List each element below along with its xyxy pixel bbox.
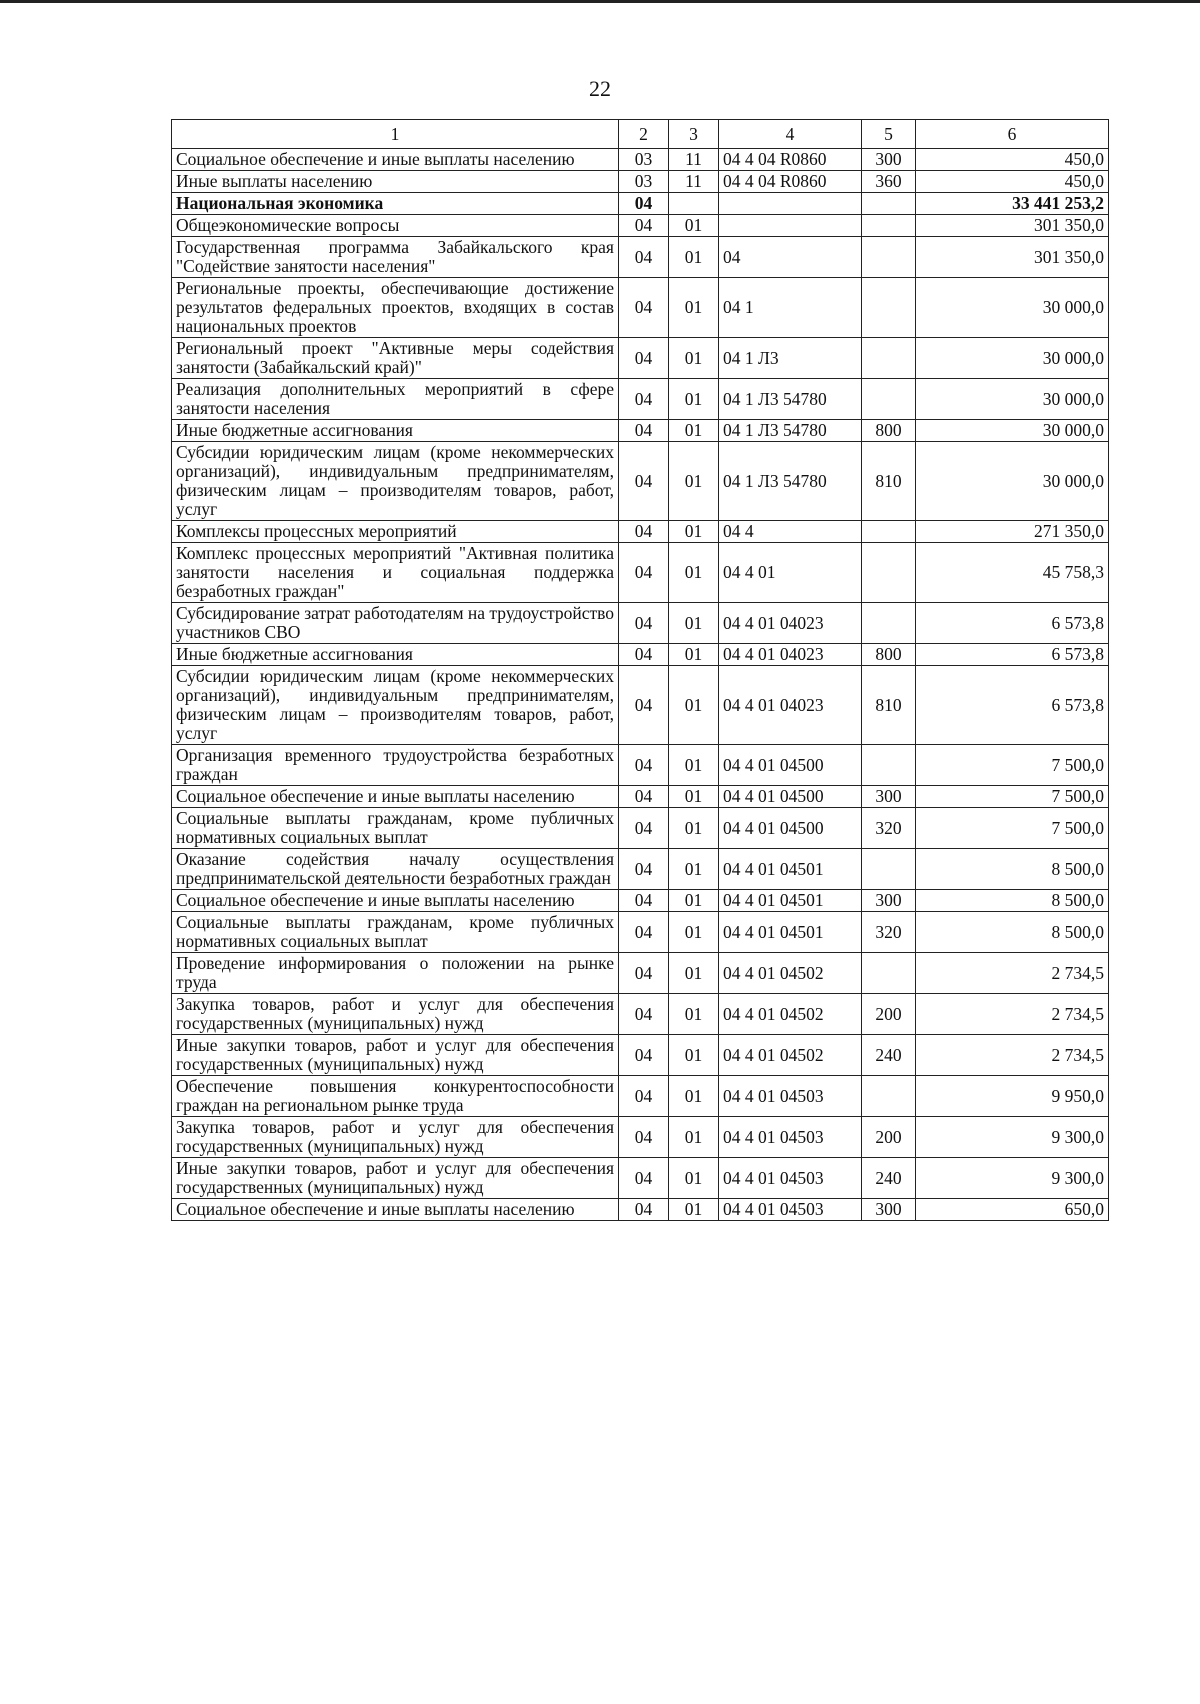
row-expense-type-cell: 240 <box>862 1035 916 1076</box>
row-subsection-cell: 01 <box>669 666 719 745</box>
row-target-article-cell: 04 4 01 04023 <box>719 666 862 745</box>
row-target-article-cell <box>719 193 862 215</box>
row-target-article-cell: 04 4 04 R0860 <box>719 171 862 193</box>
row-amount-cell: 9 950,0 <box>916 1076 1109 1117</box>
row-name-cell: Закупка товаров, работ и услуг для обеспечения государственных (муниципальных) нужд <box>172 994 619 1035</box>
row-name-cell: Субсидии юридическим лицам (кроме некоммерческих организаций), индивидуальным предпринимателям, физическим лицам – производителям товаров, работ, услуг <box>172 666 619 745</box>
row-section-cell: 04 <box>619 193 669 215</box>
row-expense-type-cell <box>862 745 916 786</box>
row-subsection-cell: 01 <box>669 912 719 953</box>
row-name-cell: Социальные выплаты гражданам, кроме публичных нормативных социальных выплат <box>172 808 619 849</box>
table-row <box>172 171 1109 193</box>
row-amount-cell: 450,0 <box>916 149 1109 171</box>
table-body <box>172 149 1109 1221</box>
row-amount-cell: 2 734,5 <box>916 994 1109 1035</box>
row-amount-cell: 6 573,8 <box>916 644 1109 666</box>
row-section-cell: 04 <box>619 1035 669 1076</box>
row-amount-cell: 650,0 <box>916 1199 1109 1221</box>
table-row <box>172 1158 1109 1199</box>
row-subsection-cell: 01 <box>669 603 719 644</box>
row-name-cell: Закупка товаров, работ и услуг для обеспечения государственных (муниципальных) нужд <box>172 1117 619 1158</box>
row-subsection-cell: 01 <box>669 521 719 543</box>
row-target-article-cell: 04 1 Л3 54780 <box>719 442 862 521</box>
row-subsection-cell: 01 <box>669 1035 719 1076</box>
row-expense-type-cell <box>862 603 916 644</box>
row-target-article-cell: 04 4 01 04023 <box>719 644 862 666</box>
row-expense-type-cell <box>862 521 916 543</box>
row-name-cell: Иные бюджетные ассигнования <box>172 644 619 666</box>
row-target-article-cell: 04 4 01 04500 <box>719 808 862 849</box>
row-expense-type-cell <box>862 953 916 994</box>
row-amount-cell: 7 500,0 <box>916 745 1109 786</box>
row-section-cell: 04 <box>619 237 669 278</box>
row-name-cell: Социальное обеспечение и иные выплаты населению <box>172 890 619 912</box>
row-expense-type-cell: 240 <box>862 1158 916 1199</box>
row-name-cell: Иные выплаты населению <box>172 171 619 193</box>
row-name-cell: Оказание содействия началу осуществления предпринимательской деятельности безработных граждан <box>172 849 619 890</box>
row-section-cell: 04 <box>619 442 669 521</box>
row-name-cell: Социальное обеспечение и иные выплаты населению <box>172 149 619 171</box>
row-expense-type-cell: 810 <box>862 666 916 745</box>
row-amount-cell: 450,0 <box>916 171 1109 193</box>
row-expense-type-cell: 200 <box>862 994 916 1035</box>
header-col-3: 3 <box>669 120 719 149</box>
table-row <box>172 543 1109 603</box>
row-amount-cell: 7 500,0 <box>916 808 1109 849</box>
row-section-cell: 04 <box>619 912 669 953</box>
row-expense-type-cell: 320 <box>862 912 916 953</box>
row-subsection-cell: 01 <box>669 1199 719 1221</box>
row-amount-cell: 45 758,3 <box>916 543 1109 603</box>
row-expense-type-cell <box>862 379 916 420</box>
row-section-cell: 04 <box>619 644 669 666</box>
row-amount-cell: 7 500,0 <box>916 786 1109 808</box>
table-row <box>172 666 1109 745</box>
row-name-cell: Субсидирование затрат работодателям на трудоустройство участников СВО <box>172 603 619 644</box>
row-section-cell: 04 <box>619 1199 669 1221</box>
row-amount-cell: 8 500,0 <box>916 890 1109 912</box>
row-amount-cell: 30 000,0 <box>916 278 1109 338</box>
row-target-article-cell: 04 4 01 04501 <box>719 849 862 890</box>
row-subsection-cell: 01 <box>669 644 719 666</box>
row-target-article-cell: 04 4 01 04502 <box>719 953 862 994</box>
row-expense-type-cell: 810 <box>862 442 916 521</box>
row-subsection-cell: 01 <box>669 379 719 420</box>
row-subsection-cell: 01 <box>669 215 719 237</box>
row-target-article-cell: 04 4 01 04501 <box>719 890 862 912</box>
row-target-article-cell: 04 4 04 R0860 <box>719 149 862 171</box>
row-subsection-cell: 01 <box>669 1158 719 1199</box>
row-subsection-cell: 01 <box>669 278 719 338</box>
row-name-cell: Социальное обеспечение и иные выплаты населению <box>172 1199 619 1221</box>
row-subsection-cell: 01 <box>669 420 719 442</box>
row-expense-type-cell <box>862 237 916 278</box>
row-target-article-cell: 04 4 01 04502 <box>719 994 862 1035</box>
row-target-article-cell: 04 4 01 04503 <box>719 1158 862 1199</box>
row-expense-type-cell: 800 <box>862 420 916 442</box>
row-target-article-cell: 04 4 01 <box>719 543 862 603</box>
row-target-article-cell <box>719 215 862 237</box>
row-amount-cell: 2 734,5 <box>916 1035 1109 1076</box>
header-col-6: 6 <box>916 120 1109 149</box>
row-amount-cell: 2 734,5 <box>916 953 1109 994</box>
row-name-cell: Организация временного трудоустройства безработных граждан <box>172 745 619 786</box>
row-target-article-cell: 04 4 <box>719 521 862 543</box>
table-row <box>172 745 1109 786</box>
row-amount-cell: 8 500,0 <box>916 912 1109 953</box>
row-subsection-cell: 01 <box>669 890 719 912</box>
row-section-cell: 04 <box>619 603 669 644</box>
header-row <box>172 120 1109 149</box>
row-section-cell: 04 <box>619 890 669 912</box>
row-amount-cell: 271 350,0 <box>916 521 1109 543</box>
row-subsection-cell: 01 <box>669 338 719 379</box>
row-section-cell: 04 <box>619 953 669 994</box>
row-name-cell: Национальная экономика <box>172 193 619 215</box>
row-subsection-cell: 01 <box>669 1117 719 1158</box>
row-name-cell: Комплекс процессных мероприятий "Активная политика занятости населения и социальная поддержка безработных граждан" <box>172 543 619 603</box>
row-section-cell: 03 <box>619 171 669 193</box>
row-amount-cell: 6 573,8 <box>916 666 1109 745</box>
row-target-article-cell: 04 1 Л3 54780 <box>719 420 862 442</box>
row-name-cell: Региональные проекты, обеспечивающие достижение результатов федеральных проектов, входящих в состав национальных проектов <box>172 278 619 338</box>
row-expense-type-cell <box>862 215 916 237</box>
row-expense-type-cell: 200 <box>862 1117 916 1158</box>
row-section-cell: 04 <box>619 994 669 1035</box>
row-target-article-cell: 04 4 01 04503 <box>719 1076 862 1117</box>
row-expense-type-cell: 300 <box>862 890 916 912</box>
row-subsection-cell: 01 <box>669 994 719 1035</box>
header-col-1: 1 <box>172 120 619 149</box>
row-expense-type-cell <box>862 193 916 215</box>
row-name-cell: Государственная программа Забайкальского края "Содействие занятости населения" <box>172 237 619 278</box>
header-col-5: 5 <box>862 120 916 149</box>
row-amount-cell: 30 000,0 <box>916 338 1109 379</box>
header-col-4: 4 <box>719 120 862 149</box>
table-row <box>172 1035 1109 1076</box>
row-name-cell: Региональный проект "Активные меры содействия занятости (Забайкальский край)" <box>172 338 619 379</box>
row-name-cell: Комплексы процессных мероприятий <box>172 521 619 543</box>
row-amount-cell: 301 350,0 <box>916 215 1109 237</box>
row-name-cell: Проведение информирования о положении на рынке труда <box>172 953 619 994</box>
row-name-cell: Иные закупки товаров, работ и услуг для обеспечения государственных (муниципальных) нужд <box>172 1035 619 1076</box>
row-target-article-cell: 04 4 01 04500 <box>719 745 862 786</box>
row-subsection-cell: 01 <box>669 442 719 521</box>
budget-table <box>171 119 1109 1221</box>
table-row <box>172 890 1109 912</box>
row-target-article-cell: 04 4 01 04503 <box>719 1117 862 1158</box>
row-amount-cell: 33 441 253,2 <box>916 193 1109 215</box>
row-section-cell: 04 <box>619 786 669 808</box>
table-row <box>172 420 1109 442</box>
row-subsection-cell: 01 <box>669 808 719 849</box>
row-expense-type-cell: 800 <box>862 644 916 666</box>
table-row <box>172 644 1109 666</box>
row-section-cell: 04 <box>619 521 669 543</box>
table-row <box>172 215 1109 237</box>
row-subsection-cell: 01 <box>669 1076 719 1117</box>
row-name-cell: Обеспечение повышения конкурентоспособности граждан на региональном рынке труда <box>172 1076 619 1117</box>
row-target-article-cell: 04 1 Л3 <box>719 338 862 379</box>
table-row <box>172 237 1109 278</box>
row-expense-type-cell: 300 <box>862 149 916 171</box>
row-expense-type-cell: 300 <box>862 1199 916 1221</box>
row-expense-type-cell: 300 <box>862 786 916 808</box>
row-section-cell: 04 <box>619 379 669 420</box>
row-target-article-cell: 04 1 <box>719 278 862 338</box>
row-subsection-cell: 01 <box>669 849 719 890</box>
row-section-cell: 04 <box>619 666 669 745</box>
row-target-article-cell: 04 4 01 04502 <box>719 1035 862 1076</box>
row-target-article-cell: 04 4 01 04023 <box>719 603 862 644</box>
row-expense-type-cell <box>862 1076 916 1117</box>
table-row <box>172 953 1109 994</box>
table-row <box>172 849 1109 890</box>
table-row <box>172 149 1109 171</box>
row-name-cell: Иные бюджетные ассигнования <box>172 420 619 442</box>
table-row <box>172 193 1109 215</box>
table-row <box>172 808 1109 849</box>
row-target-article-cell: 04 4 01 04501 <box>719 912 862 953</box>
row-amount-cell: 9 300,0 <box>916 1117 1109 1158</box>
row-subsection-cell: 01 <box>669 786 719 808</box>
row-subsection-cell: 01 <box>669 543 719 603</box>
table-row <box>172 338 1109 379</box>
table-row <box>172 379 1109 420</box>
table-row <box>172 603 1109 644</box>
row-section-cell: 04 <box>619 543 669 603</box>
row-name-cell: Социальное обеспечение и иные выплаты населению <box>172 786 619 808</box>
table-row <box>172 786 1109 808</box>
table-row <box>172 1199 1109 1221</box>
row-expense-type-cell <box>862 543 916 603</box>
row-subsection-cell <box>669 193 719 215</box>
row-subsection-cell: 01 <box>669 237 719 278</box>
row-section-cell: 03 <box>619 149 669 171</box>
row-section-cell: 04 <box>619 1117 669 1158</box>
row-section-cell: 04 <box>619 808 669 849</box>
row-expense-type-cell: 320 <box>862 808 916 849</box>
row-subsection-cell: 01 <box>669 953 719 994</box>
row-section-cell: 04 <box>619 215 669 237</box>
row-amount-cell: 9 300,0 <box>916 1158 1109 1199</box>
row-expense-type-cell <box>862 278 916 338</box>
row-subsection-cell: 11 <box>669 171 719 193</box>
row-amount-cell: 8 500,0 <box>916 849 1109 890</box>
row-target-article-cell: 04 <box>719 237 862 278</box>
top-rule <box>0 0 1200 3</box>
table-row <box>172 521 1109 543</box>
row-subsection-cell: 11 <box>669 149 719 171</box>
row-expense-type-cell <box>862 338 916 379</box>
row-amount-cell: 30 000,0 <box>916 420 1109 442</box>
row-section-cell: 04 <box>619 420 669 442</box>
table-row <box>172 912 1109 953</box>
table-row <box>172 278 1109 338</box>
row-expense-type-cell <box>862 849 916 890</box>
table-row <box>172 994 1109 1035</box>
row-name-cell: Общеэкономические вопросы <box>172 215 619 237</box>
row-amount-cell: 30 000,0 <box>916 442 1109 521</box>
table-row <box>172 1076 1109 1117</box>
row-name-cell: Социальные выплаты гражданам, кроме публичных нормативных социальных выплат <box>172 912 619 953</box>
row-name-cell: Иные закупки товаров, работ и услуг для обеспечения государственных (муниципальных) нужд <box>172 1158 619 1199</box>
row-name-cell: Субсидии юридическим лицам (кроме некоммерческих организаций), индивидуальным предпринимателям, физическим лицам – производителям товаров, работ, услуг <box>172 442 619 521</box>
row-target-article-cell: 04 1 Л3 54780 <box>719 379 862 420</box>
header-col-2: 2 <box>619 120 669 149</box>
row-name-cell: Реализация дополнительных мероприятий в сфере занятости населения <box>172 379 619 420</box>
row-target-article-cell: 04 4 01 04500 <box>719 786 862 808</box>
row-section-cell: 04 <box>619 1158 669 1199</box>
row-section-cell: 04 <box>619 338 669 379</box>
row-amount-cell: 6 573,8 <box>916 603 1109 644</box>
row-section-cell: 04 <box>619 278 669 338</box>
row-section-cell: 04 <box>619 849 669 890</box>
row-target-article-cell: 04 4 01 04503 <box>719 1199 862 1221</box>
row-amount-cell: 30 000,0 <box>916 379 1109 420</box>
page-number: 22 <box>589 76 611 101</box>
row-section-cell: 04 <box>619 1076 669 1117</box>
table-row <box>172 442 1109 521</box>
row-amount-cell: 301 350,0 <box>916 237 1109 278</box>
table-row <box>172 1117 1109 1158</box>
row-expense-type-cell: 360 <box>862 171 916 193</box>
row-subsection-cell: 01 <box>669 745 719 786</box>
row-section-cell: 04 <box>619 745 669 786</box>
